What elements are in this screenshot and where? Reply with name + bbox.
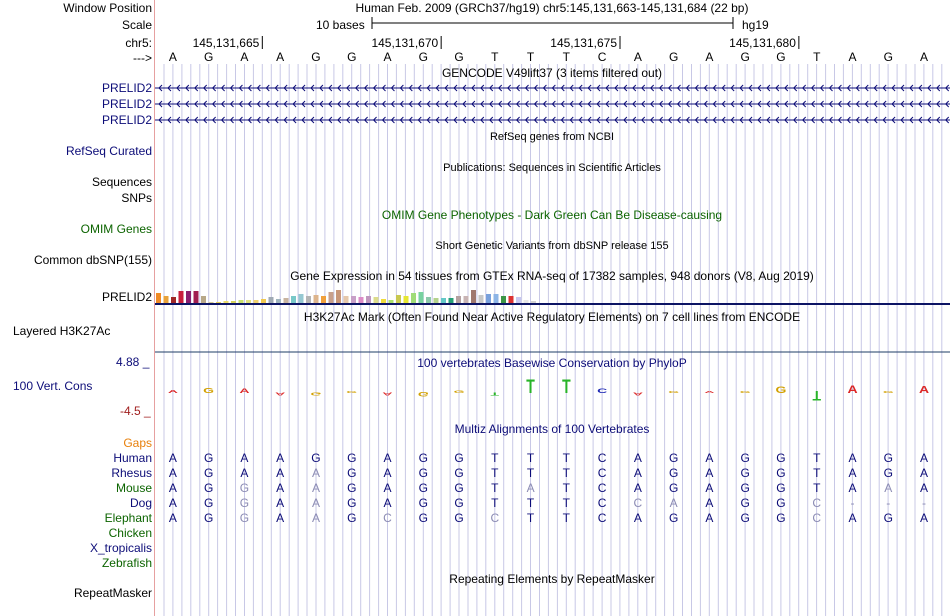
base-letter: A — [705, 50, 714, 64]
multiz-base: G — [418, 481, 428, 495]
multiz-base: A — [920, 466, 929, 480]
assembly-position-text: Human Feb. 2009 (GRCh37/hg19) chr5:145,131,663-145,131,684 (22 bp) — [355, 1, 749, 15]
multiz-species-label[interactable]: Human — [113, 451, 152, 465]
multiz-base: G — [740, 451, 750, 465]
multiz-base: C — [597, 511, 607, 525]
multiz-base: A — [848, 451, 857, 465]
multiz-base: A — [168, 466, 177, 480]
multiz-base: G — [883, 511, 893, 525]
base-letter: G — [203, 50, 214, 64]
gtex-tissue-bar[interactable] — [246, 300, 251, 303]
multiz-base: G — [203, 481, 214, 495]
multiz-base: C — [597, 466, 607, 480]
gtex-tissue-bar[interactable] — [336, 290, 341, 303]
gtex-tissue-bar[interactable] — [509, 296, 514, 303]
multiz-base: G — [311, 451, 321, 465]
scale-label: Scale — [121, 18, 152, 32]
h3k27ac-track-title: H3K27Ac Mark (Often Found Near Active Regulatory Elements) on 7 cell lines from ENCODE — [303, 310, 801, 324]
multiz-base: C — [597, 481, 607, 495]
conservation-track-title: 100 vertebrates Basewise Conservation by PhyloP — [417, 356, 687, 370]
multiz-base: A — [276, 451, 285, 465]
multiz-base: A — [276, 481, 285, 495]
multiz-base: A — [920, 451, 929, 465]
base-letter: A — [276, 50, 285, 64]
multiz-base: T — [562, 511, 571, 525]
multiz-species-label[interactable]: Mouse — [115, 481, 152, 495]
phylop-base-glyph: A — [632, 391, 643, 396]
multiz-species-label[interactable]: Elephant — [104, 511, 152, 525]
gtex-tissue-bar[interactable] — [156, 293, 161, 303]
gtex-tissue-bar[interactable] — [404, 296, 409, 303]
gtex-tissue-bar[interactable] — [426, 297, 431, 303]
gtex-tissue-bar[interactable] — [449, 298, 454, 303]
multiz-base: G — [203, 496, 214, 510]
gtex-tissue-bar[interactable] — [396, 295, 401, 303]
multiz-base: C — [383, 511, 392, 525]
gencode-row-label[interactable]: PRELID2 — [101, 81, 152, 95]
phylop-base-glyph: T — [490, 391, 500, 396]
gencode-row-label[interactable]: PRELID2 — [101, 97, 152, 111]
multiz-base: A — [240, 466, 249, 480]
base-letter: G — [311, 50, 321, 64]
gtex-tissue-bar[interactable] — [479, 295, 484, 303]
multiz-base: A — [705, 466, 714, 480]
multiz-base: T — [491, 481, 499, 495]
multiz-gaps-label[interactable]: Gaps — [123, 436, 152, 450]
conservation-track-label[interactable]: 100 Vert. Cons — [13, 379, 93, 393]
scale-bar-text: 10 bases — [316, 18, 365, 32]
multiz-base: G — [203, 451, 214, 465]
multiz-base: G — [883, 451, 893, 465]
multiz-species-label[interactable]: Dog — [129, 496, 152, 510]
h3k27ac-track-label[interactable]: Layered H3K27Ac — [13, 324, 111, 338]
omim-track-title: OMIM Gene Phenotypes - Dark Green Can Be Disease-causing — [381, 208, 723, 222]
multiz-base: A — [311, 511, 320, 525]
multiz-species-label[interactable]: Rhesus — [111, 466, 152, 480]
multiz-base: A — [848, 511, 857, 525]
multiz-base: T — [562, 496, 571, 510]
gtex-tissue-bar[interactable] — [524, 300, 529, 303]
multiz-base: G — [883, 466, 893, 480]
multiz-base: A — [884, 481, 893, 495]
ruler-tick-label: 145,131,680 — [729, 36, 796, 50]
gtex-tissue-bar[interactable] — [291, 296, 296, 303]
multiz-base: A — [276, 496, 285, 510]
gtex-tissue-bar[interactable] — [261, 299, 266, 303]
phylop-base-glyph: G — [668, 391, 680, 394]
multiz-base: T — [813, 466, 821, 480]
phylop-base-glyph: T — [562, 375, 571, 398]
phylop-base-glyph: A — [239, 387, 250, 395]
repeatmasker-track-label[interactable]: RepeatMasker — [73, 586, 152, 600]
multiz-base: G — [347, 496, 357, 510]
base-letter: A — [633, 50, 642, 64]
base-letter: A — [383, 50, 392, 64]
phylop-base-glyph: A — [704, 391, 715, 394]
phylop-base-glyph: G — [203, 386, 215, 396]
ruler-tick-label: 145,131,675 — [550, 36, 618, 50]
multiz-base: A — [669, 496, 678, 510]
base-letter: G — [668, 50, 679, 64]
multiz-base: A — [383, 451, 392, 465]
base-letter: G — [347, 50, 357, 64]
multiz-base: G — [454, 481, 464, 495]
window-position-label: Window Position — [63, 1, 152, 15]
multiz-base: A — [276, 511, 285, 525]
multiz-base: A — [848, 466, 857, 480]
gtex-tissue-bar[interactable] — [531, 301, 536, 303]
gtex-tissue-bar[interactable] — [201, 296, 206, 303]
multiz-base: G — [668, 481, 679, 495]
phylop-base-glyph: G — [310, 391, 322, 396]
gtex-tissue-bar[interactable] — [464, 296, 469, 303]
base-letter: G — [883, 50, 893, 64]
multiz-base: A — [276, 466, 285, 480]
dbsnp-track-title: Short Genetic Variants from dbSNP release 155 — [435, 240, 669, 252]
multiz-base: T — [491, 496, 499, 510]
base-letter: G — [454, 50, 464, 64]
multiz-base: T — [526, 511, 535, 525]
multiz-base: G — [347, 481, 357, 495]
gtex-tissue-bar[interactable] — [194, 291, 199, 303]
multiz-base: A — [633, 451, 642, 465]
gtex-tissue-bar[interactable] — [216, 302, 221, 303]
multiz-base: G — [776, 451, 786, 465]
multiz-base: - — [886, 496, 891, 510]
multiz-species-label[interactable]: Chicken — [108, 526, 152, 540]
gtex-tissue-bar[interactable] — [171, 297, 176, 303]
gtex-tissue-bar[interactable] — [344, 296, 349, 303]
publications-sequences-label[interactable]: Sequences — [91, 175, 152, 189]
multiz-base: A — [311, 466, 320, 480]
base-letter: T — [562, 50, 571, 64]
phylop-base-glyph: G — [882, 391, 894, 394]
phylop-base-glyph: A — [275, 391, 286, 396]
phylop-base-glyph: G — [453, 390, 465, 395]
phylop-base-glyph: A — [382, 391, 393, 396]
multiz-base: G — [454, 496, 464, 510]
multiz-base: G — [418, 496, 428, 510]
gtex-tissue-bar[interactable] — [471, 290, 476, 303]
multiz-base: A — [311, 481, 320, 495]
base-letter: A — [168, 50, 177, 64]
multiz-base: C — [812, 511, 822, 525]
multiz-base: G — [668, 511, 679, 525]
multiz-base: A — [311, 496, 320, 510]
multiz-base: G — [776, 481, 786, 495]
gtex-tissue-bar[interactable] — [284, 298, 289, 303]
multiz-base: C — [633, 496, 643, 510]
phylop-base-glyph: T — [812, 388, 822, 403]
gtex-tissue-bar[interactable] — [486, 294, 491, 303]
multiz-base: G — [418, 466, 428, 480]
multiz-base: G — [740, 466, 750, 480]
multiz-species-label[interactable]: Zebrafish — [101, 556, 152, 570]
multiz-base: C — [597, 496, 607, 510]
phylop-base-glyph: G — [739, 391, 751, 394]
multiz-base: G — [239, 481, 250, 495]
gtex-tissue-bar[interactable] — [164, 296, 169, 303]
multiz-base: T — [562, 481, 571, 495]
multiz-base: T — [526, 451, 535, 465]
phylop-base-glyph: C — [597, 387, 608, 395]
multiz-base: C — [812, 496, 822, 510]
phylop-base-glyph: T — [526, 375, 535, 398]
multiz-base: G — [203, 466, 214, 480]
phylop-base-glyph: G — [346, 391, 358, 394]
multiz-base: T — [813, 451, 821, 465]
gtex-tissue-bar[interactable] — [209, 302, 214, 303]
ruler-tick-label: 145,131,665 — [192, 36, 260, 50]
refseq-track-label[interactable]: RefSeq Curated — [65, 144, 152, 158]
multiz-base: A — [168, 496, 177, 510]
multiz-base: G — [740, 496, 750, 510]
multiz-base: G — [776, 466, 786, 480]
multiz-base: A — [920, 481, 929, 495]
gtex-tissue-bar[interactable] — [494, 294, 499, 303]
base-letter: G — [776, 50, 786, 64]
multiz-base: A — [920, 511, 929, 525]
multiz-base: G — [347, 466, 357, 480]
gtex-tissue-bar[interactable] — [501, 296, 506, 303]
dbsnp-track-label[interactable]: Common dbSNP(155) — [33, 253, 152, 267]
gtex-tissue-bar[interactable] — [306, 296, 311, 303]
base-letter: A — [848, 50, 857, 64]
gtex-tissue-bar[interactable] — [456, 296, 461, 303]
gtex-tissue-bar[interactable] — [419, 292, 424, 303]
gtex-tissue-bar[interactable] — [231, 301, 236, 303]
db-text: hg19 — [742, 18, 769, 32]
multiz-base: G — [347, 451, 357, 465]
publications-snps-label[interactable]: SNPs — [121, 191, 152, 205]
multiz-base: - — [850, 496, 855, 510]
gtex-tissue-bar[interactable] — [516, 297, 521, 303]
gtex-tissue-bar[interactable] — [254, 300, 259, 303]
multiz-base: A — [705, 481, 714, 495]
conservation-ymin-label: -4.5 _ — [120, 404, 151, 418]
multiz-base: G — [239, 511, 250, 525]
gtex-track-title: Gene Expression in 54 tissues from GTEx RNA-seq of 17382 samples, 948 donors (V8, Aug 2019) — [290, 269, 814, 283]
base-letter: A — [240, 50, 249, 64]
multiz-base: A — [705, 496, 714, 510]
gtex-tissue-bar[interactable] — [276, 299, 281, 303]
multiz-species-label[interactable]: X_tropicalis — [89, 541, 152, 555]
multiz-base: A — [848, 481, 857, 495]
multiz-base: G — [418, 511, 428, 525]
multiz-base: A — [705, 511, 714, 525]
publications-track-title: Publications: Sequences in Scientific Articles — [443, 162, 661, 174]
gtex-tissue-bar[interactable] — [224, 301, 229, 303]
multiz-base: T — [526, 496, 535, 510]
gtex-tissue-bar[interactable] — [239, 300, 244, 303]
gencode-track-title: GENCODE V49lift37 (3 items filtered out) — [441, 66, 663, 80]
multiz-base: G — [740, 511, 750, 525]
base-letter: G — [740, 50, 750, 64]
strand-label: ---> — [133, 51, 152, 65]
multiz-base: A — [705, 451, 714, 465]
gtex-tissue-bar[interactable] — [269, 297, 274, 303]
phylop-base-glyph: G — [417, 390, 429, 398]
base-letter: A — [920, 50, 929, 64]
multiz-base: A — [383, 466, 392, 480]
base-letter: T — [526, 50, 535, 64]
multiz-track-title: Multiz Alignments of 100 Vertebrates — [454, 422, 650, 436]
multiz-base: G — [454, 511, 464, 525]
phylop-base-glyph: G — [775, 385, 787, 396]
multiz-base: T — [813, 481, 821, 495]
multiz-base: G — [668, 466, 679, 480]
multiz-base: T — [491, 466, 499, 480]
gencode-row-label[interactable]: PRELID2 — [101, 113, 152, 127]
gtex-tissue-bar[interactable] — [314, 295, 319, 303]
phylop-base-glyph: A — [847, 382, 858, 396]
gtex-tissue-bar[interactable] — [434, 298, 439, 303]
ruler-tick-label: 145,131,670 — [371, 36, 439, 50]
multiz-base: A — [168, 481, 177, 495]
multiz-base: G — [454, 466, 464, 480]
multiz-base: T — [562, 466, 571, 480]
multiz-base: T — [491, 451, 499, 465]
gtex-tissue-bar[interactable] — [359, 297, 364, 303]
multiz-base: G — [418, 451, 428, 465]
gtex-tissue-bar[interactable] — [179, 291, 184, 303]
gtex-tissue-bar[interactable] — [329, 292, 334, 303]
multiz-base: A — [633, 481, 642, 495]
multiz-base: G — [740, 481, 750, 495]
multiz-base: A — [383, 496, 392, 510]
multiz-base: G — [239, 496, 250, 510]
multiz-base: G — [347, 511, 357, 525]
gtex-tissue-bar[interactable] — [374, 297, 379, 303]
multiz-base: T — [562, 451, 571, 465]
multiz-base: A — [240, 451, 249, 465]
chrom-label: chr5: — [125, 36, 152, 50]
multiz-base: - — [922, 496, 927, 510]
multiz-base: G — [454, 451, 464, 465]
multiz-base: T — [526, 466, 535, 480]
gtex-tissue-bar[interactable] — [299, 294, 304, 303]
multiz-base: A — [168, 511, 177, 525]
multiz-base: G — [668, 451, 679, 465]
base-letter: T — [813, 50, 821, 64]
gtex-tissue-bar[interactable] — [381, 299, 386, 303]
gtex-tissue-bar[interactable] — [366, 296, 371, 303]
multiz-base: A — [383, 481, 392, 495]
base-letter: C — [597, 50, 607, 64]
multiz-base: A — [526, 481, 535, 495]
multiz-base: A — [168, 451, 177, 465]
gtex-tissue-bar[interactable] — [351, 296, 356, 303]
multiz-base: A — [633, 511, 642, 525]
gtex-tissue-bar[interactable] — [441, 298, 446, 303]
multiz-base: G — [776, 511, 786, 525]
multiz-base: C — [597, 451, 607, 465]
phylop-base-glyph: A — [167, 389, 178, 395]
gtex-tissue-bar[interactable] — [321, 296, 326, 303]
gtex-tissue-bar[interactable] — [186, 291, 191, 303]
multiz-base: C — [490, 511, 500, 525]
repeatmasker-track-title: Repeating Elements by RepeatMasker — [449, 572, 655, 586]
gtex-tissue-bar[interactable] — [411, 293, 416, 303]
multiz-base: G — [203, 511, 214, 525]
phylop-base-glyph: A — [919, 383, 930, 396]
omim-track-label[interactable]: OMIM Genes — [80, 222, 152, 236]
multiz-base: G — [776, 496, 786, 510]
gtex-track-label[interactable]: PRELID2 — [101, 290, 152, 304]
conservation-ymax-label: 4.88 _ — [116, 355, 150, 369]
base-letter: T — [491, 50, 499, 64]
multiz-base: A — [633, 466, 642, 480]
refseq-track-title: RefSeq genes from NCBI — [489, 131, 615, 143]
base-letter: G — [418, 50, 428, 64]
gtex-tissue-bar[interactable] — [389, 300, 394, 303]
